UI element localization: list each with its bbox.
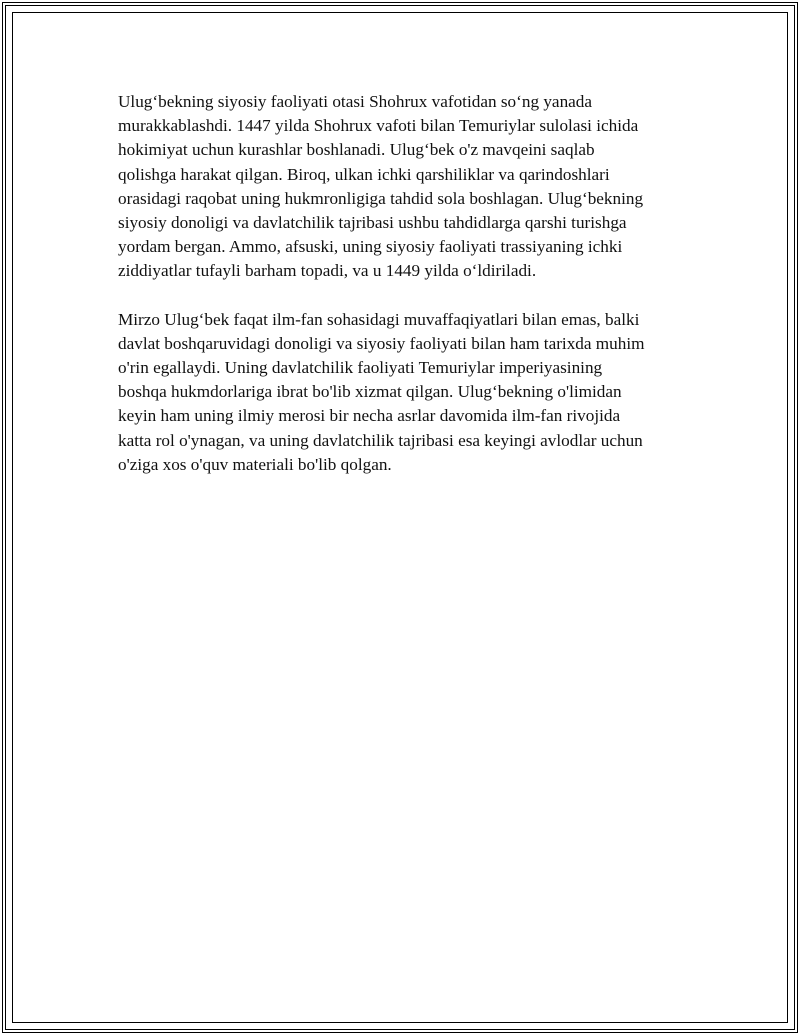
paragraph-political-activity: Ulug‘bekning siyosiy faoliyati otasi Shohrux vafotidan so‘ng yanada murakkablashdi. 1447 yilda Shohrux vafoti bilan Temuriylar sulolasi ichida hokimiyat uchun kurashlar boshlanadi. Ulug‘bek o'z mavqeini saqlab qolishga harakat qilgan. Biroq, ulkan ichki qarshiliklar va qarindoshlari orasidagi raqobat uning hukmronligiga tahdid sola boshlagan. Ulug‘bekning siyosiy donoligi va davlatchilik tajribasi ushbu tahdidlarga qarshi turishga yordam bergan. Ammo, afsuski, uning siyosiy faoliyati trassiyaning ichki ziddiyatlar tufayli barham topadi, va u 1449 yilda o‘ldiriladi. — [118, 92, 644, 281]
paragraph-legacy: Mirzo Ulug‘bek faqat ilm-fan sohasidagi muvaffaqiyatlari bilan emas, balki davlat boshqaruvidagi donoligi va siyosiy faoliyati bilan ham tarixda muhim o'rin egallaydi. Uning davlatchilik faoliyati Temuriylar imperiyasining boshqa hukmdorlariga ibrat bo'lib xizmat qilgan. Ulug‘bekning o'limidan keyin ham uning ilmiy merosi bir necha asrlar davomida ilm-fan rivojida katta rol o'ynagan, va uning davlatchilik tajribasi esa keyingi avlodlar uchun o'ziga xos o'quv materiali bo'lib qolgan. — [118, 309, 645, 474]
document-body — [118, 90, 688, 501]
